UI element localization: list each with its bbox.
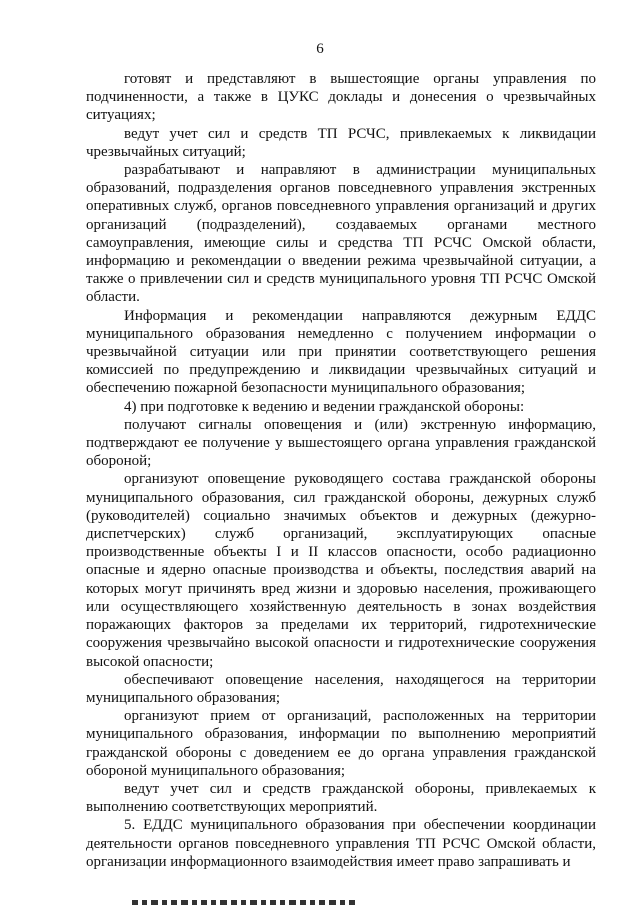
paragraph: разрабатывают и направляют в администрации муниципальных образований, подразделения органов повседневного управления экстренных оперативных служб, органов повседневного управления организаций и других организаций (подразделений), создаваемых органами местного самоуправления, имеющие силы и средства ТП РСЧС Омской области, информацию и рекомендации о введении режима чрезвычайной ситуации, а также о привлечении сил и средств муниципального уровня ТП РСЧС Омской области. [86, 162, 596, 306]
paragraph: 4) при подготовке к ведению и ведении гражданской обороны: [124, 398, 525, 415]
paragraph: получают сигналы оповещения и (или) экстренную информацию, подтверждают ее получение у вышестоящего органа управления гражданской обороной; [86, 416, 596, 470]
cropped-footer-marks [0, 896, 640, 905]
paragraph: ведут учет сил и средств ТП РСЧС, привлекаемых к ликвидации чрезвычайных ситуаций; [86, 125, 596, 160]
paragraph: Информация и рекомендации направляются дежурным ЕДДС муниципального образования немедленно с получением информации о чрезвычайной ситуации или при принятии соответствующего решения комиссией по предупреждению и ликвидации чрезвычайных ситуаций и обеспечению пожарной безопасности муниципального образования; [86, 307, 596, 397]
cropped-footer-marks-graphic [0, 896, 640, 905]
paragraph: ведут учет сил и средств гражданской обороны, привлекаемых к выполнению соответствующих мероприятий. [86, 780, 596, 816]
paragraph: организуют прием от организаций, расположенных на территории муниципального образования, информации по выполнению мероприятий гражданской обороны с доведением ее до органа управления гражданской обороной муниципального образования; [86, 708, 596, 779]
paragraph: 5. ЕДДС муниципального образования при обеспечении координации деятельности органов повседневного управления ТП РСЧС Омской области, организации информационного взаимодействия имеет право запрашивать и [86, 817, 596, 870]
paragraph: обеспечивают оповещение населения, находящегося на территории муниципального образования; [86, 671, 596, 706]
paragraph: готовят и представляют в вышестоящие органы управления по подчиненности, а также в ЦУКС доклады и донесения о чрезвычайных ситуациях; [86, 71, 596, 124]
document-body [86, 70, 596, 871]
paragraph: организуют оповещение руководящего состава гражданской обороны муниципального образования, сил гражданской обороны, дежурных служб (руководителей) социально значимых объектов и дежурных (дежурно-диспетчерских) служб организаций, эксплуатирующих опасные производственные объекты I и II классов опасности, особо радиационно опасные и ядерно опасные производства и объекты, последствия аварий на которых могут причинять вред жизни и здоровью населения, проживающего или осуществляющего хозяйственную деятельность в зонах воздействия поражающих факторов за пределами их территорий, гидротехнические сооружения чрезвычайно высокой опасности и гидротехнические сооружения высокой опасности; [86, 471, 596, 670]
page-number: 6 [316, 41, 324, 57]
